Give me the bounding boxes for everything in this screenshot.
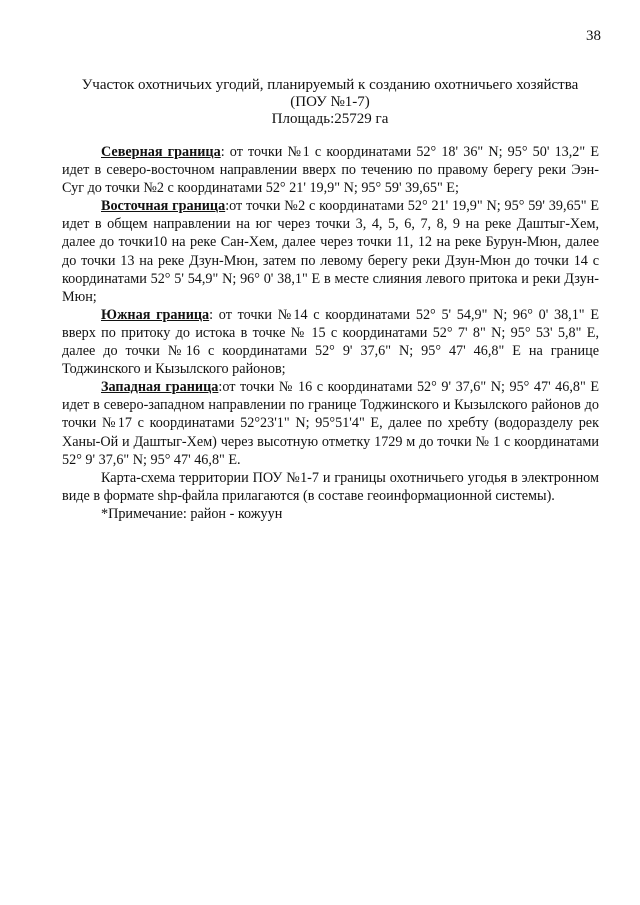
north-boundary-heading: Северная граница — [101, 144, 221, 160]
map-note-paragraph: Карта-схема территории ПОУ №1-7 и границы охотничьего угодья в электронном виде в формате shp-файла прилагаются (в составе геоинформационной системы). — [62, 469, 599, 504]
west-boundary-heading: Западная граница — [101, 379, 219, 396]
document-body — [62, 143, 599, 523]
east-boundary-paragraph — [62, 197, 599, 306]
title-line-2: (ПОУ №1-7) — [290, 94, 370, 110]
east-boundary-heading: Восточная граница — [101, 198, 226, 215]
west-boundary-paragraph — [62, 378, 599, 468]
south-boundary-heading: Южная граница — [101, 306, 210, 323]
east-boundary-text: :от точки №2 с координатами 52° 21' 19,9" N; 95° 59' 39,65" E идет в общем направлении на юг через точки 3, 4, 5, 6, 7, 8, 9 на реке Даштыг-Хем, далее до точки10 на реке Сан-Хем, далее через точки 11, 12 на реке Бурун-Мюн, далее до точки 13 на реке Дзун-Мюн, затем по левому берегу реки Дзун-Мюн до точки 14 с координатами 52° 5' 54,9" N; 96° 0' 38,1" E в месте слияния левого притока и реки Дзун-Мюн; — [62, 198, 599, 305]
north-boundary-text: : от точки №1 с координатами 52° 18' 36" N; 95° 50' 13,2" E идет в северо-восточном направлении вверх по течению по правому берегу реки Ээн-Суг до точки №2 с координатами 52° 21' 19,9" N; 95° 59' 39,65" E; — [62, 144, 599, 197]
south-boundary-text: : от точки №14 с координатами 52° 5' 54,9" N; 96° 0' 38,1" E вверх по притоку до истока в точке № 15 с координатами 52° 7' 8" N; 95° 53' 5,8" E, далее до точки №16 с координатами 52° 9' 37,6" N; 95° 47' 46,8" E на границе Тоджинского и Кызылского районов; — [62, 306, 599, 378]
west-boundary-text: :от точки № 16 с координатами 52° 9' 37,6" N; 95° 47' 46,8" E идет в северо-западном направлении по границе Тоджинского и Кызылского районов до точки №17 с координатами 52°23'1" N; 95°51'4" E, далее по хребту (водоразделу рек Ханы-Ой и Даштыг-Хем) через высотную отметку 1729 м до точки № 1 с координатами 52° 9' 37,6" N; 95° 47' 46,8" E. — [62, 379, 600, 468]
document-title — [60, 77, 600, 128]
footnote: *Примечание: район - кожуун — [101, 505, 283, 522]
north-boundary-paragraph — [62, 143, 599, 197]
south-boundary-paragraph — [62, 306, 599, 378]
title-line-1: Участок охотничьих угодий, планируемый к созданию охотничьего хозяйства — [81, 77, 579, 93]
page-number: 38 — [586, 28, 601, 44]
title-line-3: Площадь:25729 га — [271, 111, 389, 127]
